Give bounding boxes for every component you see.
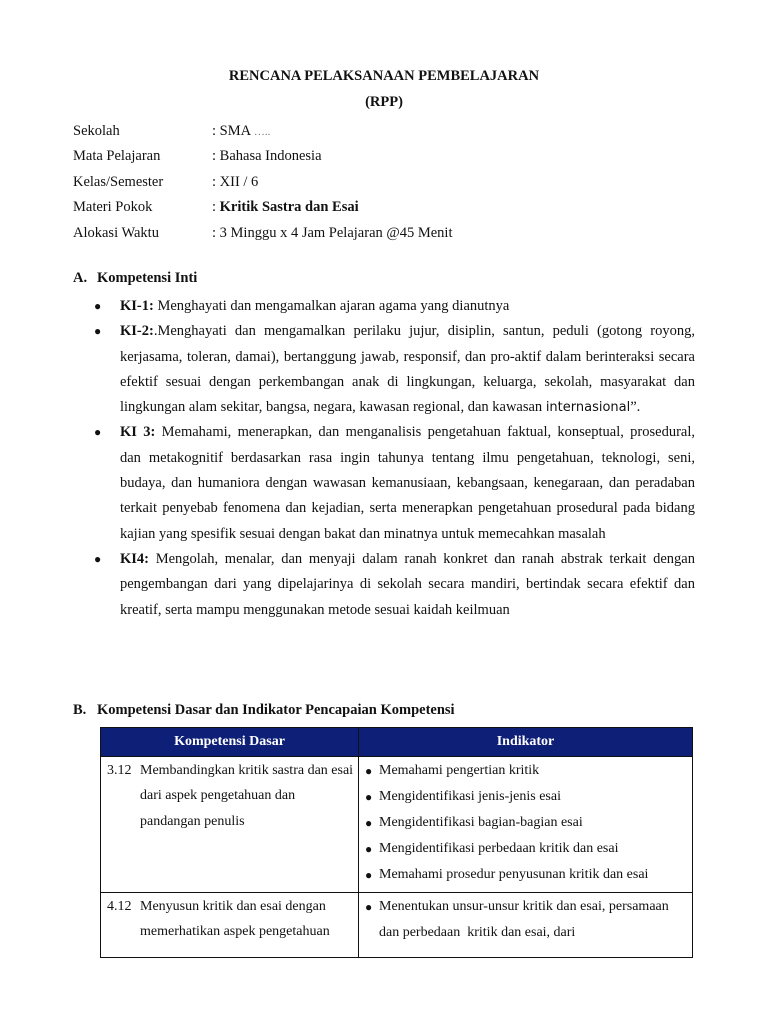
bullet-icon: ●: [365, 764, 373, 778]
bullet-icon: ●: [365, 816, 373, 830]
identity-label: Sekolah: [73, 123, 120, 139]
identity-label: Alokasi Waktu: [73, 224, 159, 241]
bullet-icon: ●: [365, 900, 373, 914]
identity-value: : 3 Minggu x 4 Jam Pelajaran @45 Menit: [212, 224, 453, 241]
table-row: [101, 757, 693, 893]
identity-value: : XII / 6: [212, 173, 259, 190]
table-cell-indicators: [359, 757, 693, 893]
list-item: ● KI 3: Memahami, menerapkan, dan menganalisis pengetahuan faktual, konseptual, prosedural, dan metakognitif berdasarkan rasa ingin tahunya tentang ilmu pengetahuan, teknologi, seni, budaya, dan humaniora dengan wawasan kemanusiaan, kebangsaan, kenegaraan, dan peradaban terkait penyebab fenomena dan kejadian, serta menerapkan pengetahuan prosedural pada bidang kajian yang spesifik sesuai dengan bakat dan minatnya untuk memecahkan masalah: [94, 420, 695, 546]
list-item: ● KI4: Mengolah, menalar, dan menyaji dalam ranah konkret dan ranah abstrak terkait dengan pengembangan dari yang dipelajarinya di sekolah secara mandiri, bertindak secara efektif dan kreatif, serta mampu menggunakan metode sesuai kaidah keilmuan: [94, 547, 695, 623]
bullet-icon: ●: [365, 842, 373, 856]
list-item: ● Mengidentifikasi jenis-jenis esai: [365, 784, 686, 810]
identity-value: : Bahasa Indonesia: [212, 148, 322, 165]
bullet-icon: ●: [365, 790, 373, 804]
table-cell-indicators: [359, 893, 693, 958]
competence-text: Menyusun kritik dan esai dengan memerhatikan aspek pengetahuan: [140, 899, 330, 940]
section-a-heading: A. Kompetensi Inti: [73, 270, 198, 286]
table-header-indicator: Indikator: [359, 728, 693, 757]
identity-value: : SMA …..: [212, 123, 271, 139]
list-item: ● KI-1: Menghayati dan mengamalkan ajaran agama yang dianutnya: [94, 294, 695, 319]
list-item: ● Memahami pengertian kritik: [365, 758, 686, 784]
list-item: ● Mengidentifikasi perbedaan kritik dan esai: [365, 836, 686, 862]
identity-label: Mata Pelajaran: [73, 148, 161, 165]
identity-label: Materi Pokok: [73, 199, 153, 216]
competence-number: 4.12: [107, 899, 132, 914]
list-item: ● Memahami prosedur penyusunan kritik dan esai: [365, 862, 686, 888]
table-cell-basic-competence: [101, 757, 359, 893]
bullet-icon: ●: [94, 299, 102, 313]
identity-row-subject: [73, 144, 453, 169]
table-header-basic-competence: Kompetensi Dasar: [101, 728, 359, 757]
table-cell-basic-competence: [101, 893, 359, 958]
bullet-icon: ●: [365, 868, 373, 882]
identity-row-time: [73, 221, 453, 246]
list-item: ● Mengidentifikasi bagian-bagian esai: [365, 810, 686, 836]
competence-text: Membandingkan kritik sastra dan esai dari aspek pengetahuan dan pandangan penulis: [140, 763, 354, 829]
identity-row-class: [73, 170, 453, 195]
identity-value: : Kritik Sastra dan Esai: [212, 199, 359, 216]
identity-block: [73, 119, 453, 246]
list-item: ● Menentukan unsur-unsur kritik dan esai, persamaan dan perbedaan kritik dan esai, dari: [365, 894, 686, 946]
table-header-row: [101, 728, 693, 757]
identity-row-topic: [73, 195, 453, 220]
competence-number: 3.12: [107, 763, 132, 778]
identity-label: Kelas/Semester: [73, 173, 164, 190]
competence-table: [100, 727, 693, 958]
bullet-icon: ●: [94, 551, 102, 566]
bullet-icon: ●: [94, 425, 102, 440]
document-subtitle: (RPP): [365, 94, 403, 110]
bullet-icon: ●: [94, 324, 102, 339]
identity-row-school: [73, 119, 453, 144]
document-title: RENCANA PELAKSANAAN PEMBELAJARAN: [228, 68, 540, 84]
list-item: ● KI-2:.Menghayati dan mengamalkan perilaku jujur, disiplin, santun, peduli (gotong royong, kerjasama, toleran, damai), bertanggung jawab, responsif, dan pro-aktif dalam berinteraksi secara efektif sesuai dengan perkembangan anak di lingkungan, keluarga, sekolah, masyarakat dan lingkungan alam sekitar, bangsa, negara, kawasan regional, dan kawasan internasional”.: [94, 319, 695, 420]
section-b-heading: B. Kompetensi Dasar dan Indikator Pencapaian Kompetensi: [73, 702, 455, 718]
table-row: [101, 893, 693, 958]
core-competence-list: [94, 294, 695, 623]
